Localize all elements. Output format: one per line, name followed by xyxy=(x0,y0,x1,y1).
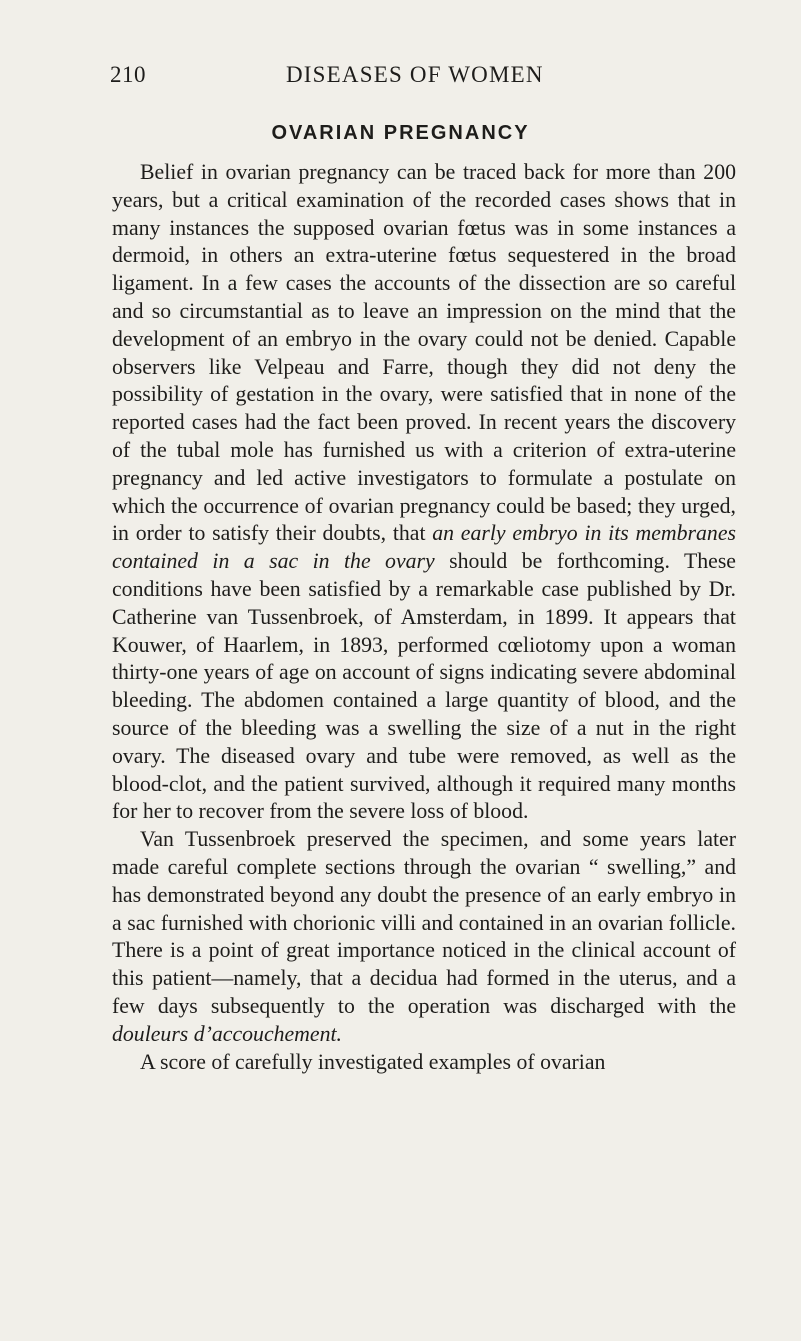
running-head: DISEASES OF WOMEN xyxy=(286,62,544,87)
paragraph-3-text: A score of carefully investigated examples of ovarian xyxy=(140,1049,606,1074)
paragraph-3 xyxy=(112,1049,736,1077)
body-text xyxy=(112,159,736,1076)
paragraph-2 xyxy=(112,826,736,1048)
paragraph-1-text-b: should be forthcoming. These conditions have been satisfied by a remarkable case published by Dr. Catherine van Tussenbroek, of Amsterdam, in 1899. It appears that Kouwer, of Haarlem, in 1893, performed cœliotomy upon a woman thirty-one years of age on account of signs indicating severe abdominal bleeding. The abdomen contained a large quantity of blood, and the source of the bleeding was a swelling the size of a nut in the right ovary. The diseased ovary and tube were removed, as well as the blood-clot, and the patient survived, although it required many months for her to recover from the severe loss of blood. xyxy=(112,549,736,824)
page-number: 210 xyxy=(110,62,146,87)
page-header xyxy=(110,62,730,96)
paragraph-2-text-a: Van Tussenbroek preserved the specimen, and some years later made careful complete sections through the ovarian “ swelling,” and has demonstrated beyond any doubt the presence of an early embryo in a sac furnished with chorionic villi and contained in an ovarian follicle. There is a point of great importance noticed in the clinical account of this patient—namely, that a decidua had formed in the uterus, and a few days subsequently to the operation was discharged with the xyxy=(112,827,736,1018)
section-title: OVARIAN PREGNANCY xyxy=(271,122,530,144)
paragraph-2-italic: douleurs d’accouchement. xyxy=(112,1021,343,1046)
paragraph-1-italic: an early embryo in its membranes contained in a sac in the ovary xyxy=(112,521,736,574)
paragraph-1-text-a: Belief in ovarian pregnancy can be traced back for more than 200 years, but a critical examination of the recorded cases shows that in many instances the supposed ovarian fœtus was in some instances a dermoid, in others an extra-uterine fœtus sequestered in the broad ligament. In a few cases the accounts of the dissection are so careful and so circumstantial as to leave an impression on the mind that the development of an embryo in the ovary could not be denied. Capable observers like Velpeau and Farre, though they did not deny the possibility of gestation in the ovary, were satisfied that in none of the reported cases had the fact been proved. In recent years the discovery of the tubal mole has furnished us with a criterion of extra-uterine pregnancy and led active investigators to formulate a postulate on which the occurrence of ovarian pregnancy could be based; they urged, in order to satisfy their doubts, that xyxy=(112,160,736,546)
paragraph-1 xyxy=(112,159,736,826)
